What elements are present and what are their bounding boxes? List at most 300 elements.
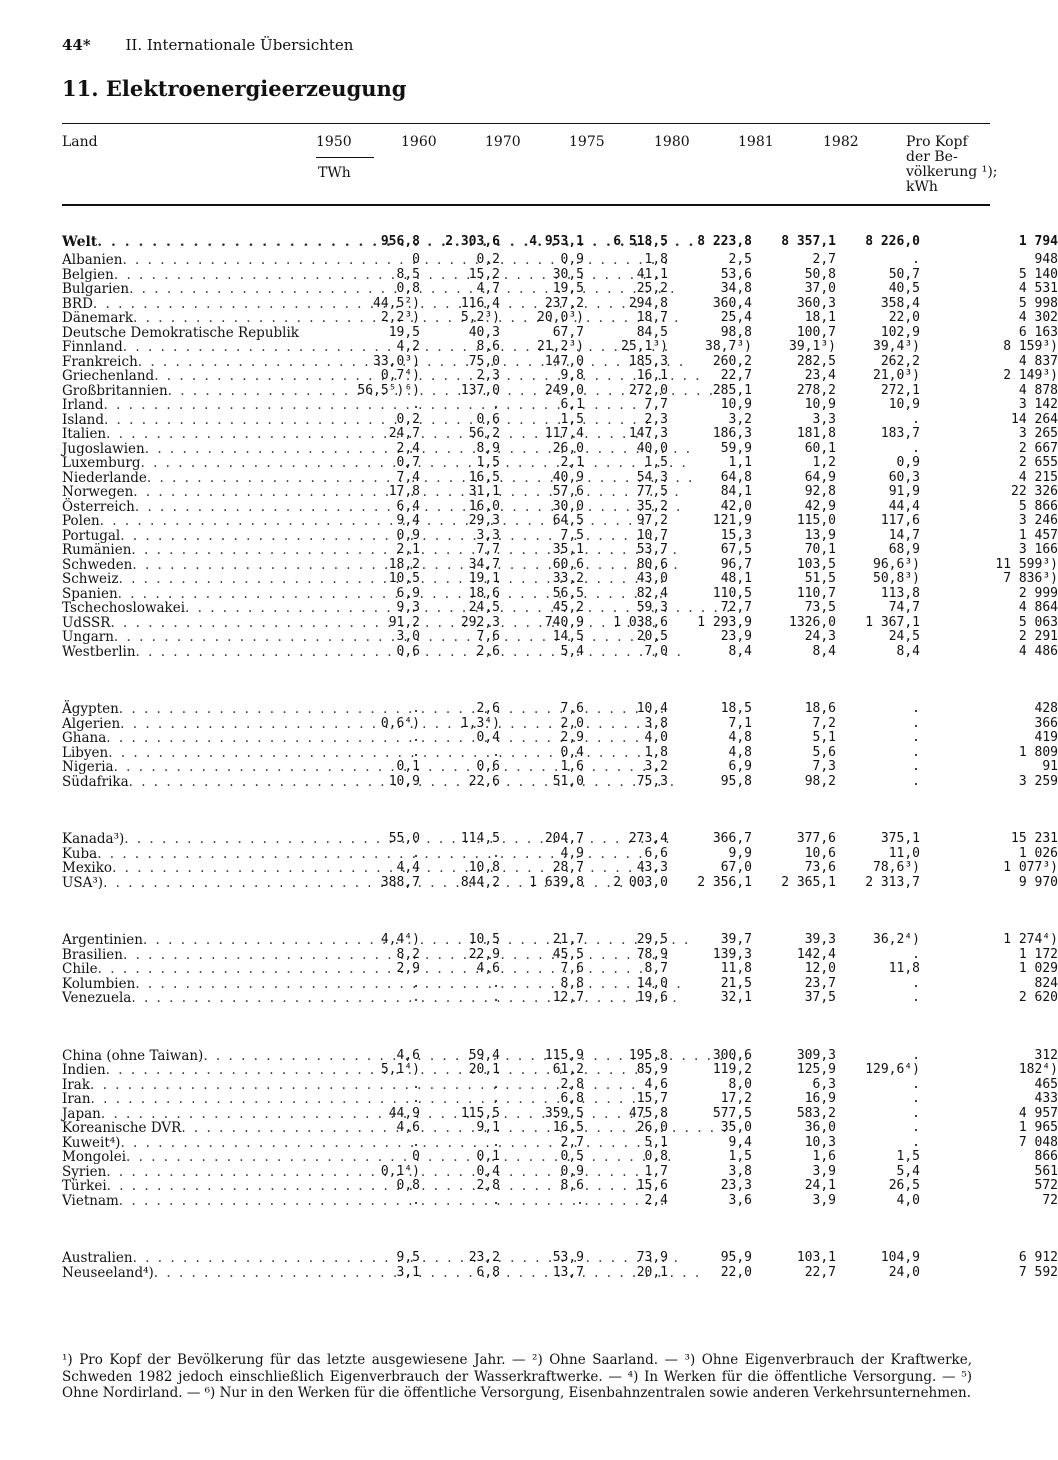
value-cell: 6 518,5 [613, 234, 668, 249]
per-capita-cell: 3 166 [1018, 542, 1058, 557]
table-row [62, 471, 1058, 486]
country-name: Nigeria [62, 759, 114, 775]
value-cell: 16,5 [552, 1120, 584, 1135]
table-row [62, 1078, 1058, 1093]
header-year: 1950 [316, 134, 352, 150]
value-cell: 388,7 [380, 874, 420, 890]
country-cell [62, 572, 300, 587]
value-cell: 22,7 [804, 1264, 836, 1280]
value-cell: 0,4 [476, 1163, 500, 1179]
per-capita-cell: 3 265 [1018, 426, 1058, 441]
value-cell: 36,0 [804, 1120, 836, 1135]
value-cell: 70,1 [804, 542, 836, 557]
value-cell: 19,5 [388, 324, 420, 340]
value-cell: 24,0 [888, 1264, 920, 1280]
value-cell: 91,2 [388, 614, 420, 630]
leader-dots [131, 991, 678, 1006]
value-cell: 59,9 [720, 440, 752, 456]
value-cell: 8 223,8 [697, 234, 752, 249]
per-capita-cell: 1 029 [1018, 961, 1058, 976]
value-cell: 51,5 [804, 571, 836, 586]
energy-table [62, 231, 1058, 1280]
value-cell: 273,4 [628, 831, 668, 846]
value-cell: . [912, 744, 920, 760]
value-cell: 6,9 [728, 759, 752, 774]
value-cell: . [492, 744, 500, 760]
value-cell: . [492, 1076, 500, 1092]
country-cell [62, 231, 300, 253]
per-capita-cell: 2 999 [1018, 585, 1058, 601]
country-cell [62, 1251, 300, 1266]
value-cell: . [492, 397, 500, 412]
value-cell: 18,6 [804, 701, 836, 716]
value-cell: 16,1 [636, 368, 668, 383]
table-row [62, 645, 1058, 660]
value-cell: 37,0 [804, 281, 836, 296]
value-cell: 7,6 [476, 629, 500, 644]
value-cell: 583,2 [796, 1105, 836, 1121]
value-cell: 0,7⁴) [380, 368, 420, 383]
value-cell: 0,1⁴) [380, 1163, 420, 1179]
per-capita-cell: 11 599³) [995, 556, 1058, 572]
value-cell: 10,4 [636, 701, 668, 716]
value-cell: 0 [412, 252, 420, 267]
value-cell: 5,1⁴) [380, 1062, 420, 1077]
value-cell: 98,2 [804, 773, 836, 789]
value-cell: 181,8 [796, 426, 836, 441]
value-cell: 0,4 [476, 730, 500, 745]
country-cell [62, 282, 300, 297]
value-cell: 45,5 [552, 946, 584, 962]
value-cell: 7,6 [560, 961, 584, 976]
value-cell: 78,6³) [873, 860, 920, 875]
value-cell: 0,9 [560, 252, 584, 267]
value-cell: 25,1³) [621, 339, 668, 354]
per-capita-cell: 22 326 [1011, 484, 1058, 499]
header-top-rule [62, 123, 990, 124]
value-cell: 18,7 [636, 310, 668, 325]
table-row [62, 587, 1058, 602]
value-cell: 9,3 [396, 600, 420, 615]
value-cell: 0 [412, 1149, 420, 1164]
country-name: Island [62, 411, 104, 428]
per-capita-cell: 433 [1034, 1091, 1058, 1106]
value-cell: 23,3 [720, 1178, 752, 1193]
value-cell: 4,0 [896, 1192, 920, 1208]
table-row [62, 832, 1058, 847]
value-cell: 22,0 [720, 1264, 752, 1280]
country-name: Frankreich [62, 353, 138, 370]
per-capita-cell: 572 [1034, 1178, 1058, 1193]
value-cell: 366,7 [712, 831, 752, 846]
value-cell: 10,5 [468, 932, 500, 947]
table-row [62, 1179, 1058, 1194]
value-cell: 360,4 [712, 295, 752, 311]
value-cell: 3,8 [644, 715, 668, 731]
value-cell: 68,9 [888, 542, 920, 557]
value-cell: . [492, 1134, 500, 1150]
value-cell: . [412, 1091, 420, 1106]
value-cell: 260,2 [712, 353, 752, 369]
country-name: Finnland [62, 339, 123, 355]
value-cell: 45,2 [552, 600, 584, 615]
per-capita-cell: 182⁴) [1018, 1062, 1058, 1077]
table-row [62, 297, 1058, 312]
value-cell: 117,6 [880, 513, 920, 528]
value-cell: 2,8 [476, 1178, 500, 1193]
value-cell: 74,7 [888, 600, 920, 615]
value-cell: 15,7 [636, 1091, 668, 1106]
value-cell: 1 639,8 [529, 874, 584, 890]
value-cell: . [492, 1091, 500, 1106]
value-cell: 19,1 [468, 571, 500, 586]
group-spacer [62, 789, 1058, 832]
value-cell: 2,1 [396, 542, 420, 557]
table-row [62, 500, 1058, 515]
table-row [62, 991, 1058, 1006]
value-cell: . [912, 1076, 920, 1092]
country-cell [62, 1194, 300, 1209]
value-cell: 7,6 [560, 701, 584, 716]
header-year: 1981 [738, 134, 774, 150]
value-cell: 359,5 [544, 1105, 584, 1121]
country-name: Dänemark [62, 310, 134, 326]
country-name: BRD [62, 295, 93, 312]
value-cell: 4,8 [728, 744, 752, 760]
value-cell: 73,9 [636, 1250, 668, 1265]
value-cell: 8,4 [728, 643, 752, 659]
value-cell: 96,7 [720, 556, 752, 572]
country-name: Jugoslawien [62, 440, 145, 457]
value-cell: 8,4 [896, 643, 920, 659]
country-name: Kuba [62, 845, 98, 862]
value-cell: 67,5 [720, 542, 752, 557]
value-cell: 0,4 [560, 744, 584, 760]
table-row [62, 485, 1058, 500]
value-cell: . [912, 440, 920, 456]
value-cell: . [912, 1134, 920, 1150]
value-cell: 0,6 [476, 411, 500, 427]
table-row [62, 760, 1058, 775]
country-cell [62, 1179, 300, 1194]
value-cell: 56,5 [552, 585, 584, 601]
country-cell [62, 1107, 300, 1122]
table-row [62, 442, 1058, 457]
country-cell [62, 645, 300, 660]
value-cell: 23,2 [468, 1250, 500, 1265]
country-cell [62, 832, 300, 847]
per-capita-cell: 7 836³) [1003, 571, 1058, 586]
per-capita-cell: 1 026 [1018, 845, 1058, 861]
country-name: Großbritannien [62, 382, 168, 399]
country-name: Venezuela [62, 990, 132, 1006]
table-row [62, 1150, 1058, 1165]
value-cell: 6,8 [476, 1264, 500, 1280]
value-cell: 185,3 [628, 353, 668, 369]
value-cell: 53,7 [636, 542, 668, 557]
country-cell [62, 948, 300, 963]
country-cell [62, 876, 300, 891]
country-cell [62, 991, 300, 1006]
per-capita-cell: 4 864 [1018, 600, 1058, 615]
country-cell [62, 427, 300, 442]
per-capita-cell: 5 140 [1018, 266, 1058, 282]
value-cell: 3,8 [728, 1163, 752, 1179]
country-name: Mongolei [62, 1149, 127, 1165]
table-row [62, 268, 1058, 283]
value-cell: 1,8 [644, 252, 668, 267]
table-row [62, 340, 1058, 355]
value-cell: 292,3 [460, 614, 500, 630]
table-row [62, 731, 1058, 746]
value-cell: 1 293,9 [697, 614, 752, 630]
header-bottom-rule [62, 204, 990, 206]
country-name: Chile [62, 961, 98, 977]
value-cell: 54,3 [636, 469, 668, 485]
value-cell: 1,5 [644, 455, 668, 470]
value-cell: 43,0 [636, 571, 668, 586]
value-cell: 4 953,1 [529, 234, 584, 249]
value-cell: . [412, 990, 420, 1005]
table-row [62, 398, 1058, 413]
country-cell [62, 933, 300, 948]
per-capita-cell: 1 457 [1018, 527, 1058, 543]
country-name: Mexiko [62, 860, 113, 876]
value-cell: 1,6 [560, 759, 584, 774]
per-capita-cell: 4 302 [1018, 310, 1058, 325]
country-name: Portugal [62, 527, 121, 544]
per-capita-cell: 824 [1034, 975, 1058, 991]
value-cell: 21,7 [552, 932, 584, 947]
table-row [62, 962, 1058, 977]
per-capita-cell: 4 878 [1018, 382, 1058, 398]
value-cell: 186,3 [712, 426, 752, 441]
value-cell: 10,9 [720, 397, 752, 412]
value-cell: . [412, 1076, 420, 1092]
value-cell: 139,3 [712, 946, 752, 962]
table-row [62, 231, 1058, 253]
value-cell: 60,3 [888, 469, 920, 485]
country-name: Schweiz [62, 571, 119, 587]
group-spacer [62, 1208, 1058, 1251]
value-cell: 56,2 [468, 426, 500, 441]
per-capita-cell: 91 [1042, 759, 1058, 774]
value-cell: 3,2 [644, 759, 668, 774]
value-cell: . [912, 715, 920, 731]
value-cell: 42,0 [720, 498, 752, 514]
value-cell: 39,7 [720, 932, 752, 947]
value-cell: 147,0 [544, 353, 584, 369]
value-cell: 28,7 [552, 860, 584, 875]
value-cell: 10,7 [636, 527, 668, 543]
country-name: Algerien [62, 715, 121, 732]
value-cell: 50,8³) [873, 571, 920, 586]
table-row [62, 253, 1058, 268]
leader-dots [154, 369, 701, 384]
value-cell: 18,2 [388, 556, 420, 572]
value-cell: 102,9 [880, 324, 920, 340]
value-cell: 0,5 [560, 1149, 584, 1164]
value-cell: 40,0 [636, 440, 668, 456]
country-name: Vietnam [62, 1192, 119, 1209]
country-cell [62, 1063, 300, 1078]
country-name: China (ohne Taiwan) [62, 1047, 204, 1064]
country-name: Rumänien [62, 542, 132, 558]
table-title: 11. Elektroenergieerzeugung [62, 76, 407, 101]
per-capita-cell: 948 [1034, 252, 1058, 267]
value-cell: 59,4 [468, 1047, 500, 1063]
country-cell [62, 500, 300, 515]
country-cell [62, 384, 300, 399]
value-cell: . [412, 975, 420, 991]
header-year: 1975 [569, 134, 605, 150]
value-cell: 272,0 [628, 382, 668, 398]
per-capita-cell: 1 077³) [1003, 860, 1058, 875]
country-cell [62, 1136, 300, 1151]
value-cell: 103,1 [796, 1250, 836, 1265]
value-cell: 20,5 [636, 629, 668, 644]
table-row [62, 558, 1058, 573]
value-cell: 115,9 [544, 1047, 584, 1063]
table-row [62, 1251, 1058, 1266]
value-cell: 1 367,1 [865, 614, 920, 630]
value-cell: 14,7 [888, 527, 920, 543]
value-cell: 7,7 [476, 542, 500, 557]
value-cell: 119,2 [712, 1062, 752, 1077]
country-cell [62, 297, 300, 312]
per-capita-cell: 5 063 [1018, 614, 1058, 630]
country-cell [62, 1121, 300, 1136]
table-row [62, 948, 1058, 963]
value-cell: 56,5⁵)⁶) [357, 382, 420, 398]
table-row [62, 1136, 1058, 1151]
value-cell: 85,9 [636, 1062, 668, 1077]
value-cell: 115,0 [796, 513, 836, 528]
country-name: Kolumbien [62, 975, 136, 992]
value-cell: 1,5 [560, 411, 584, 427]
country-name: Tschechoslowakei [62, 600, 186, 616]
table-row [62, 775, 1058, 790]
value-cell: 0,9 [396, 527, 420, 543]
value-cell: 24,5 [888, 629, 920, 644]
value-cell: 282,5 [796, 353, 836, 369]
value-cell: 2 003,0 [613, 874, 668, 890]
leader-dots [91, 1092, 638, 1107]
footnote: ¹) Pro Kopf der Bevölkerung für das letzte ausgewiesene Jahr. — ²) Ohne Saarland. — ³) Ohne Eigenverbrauch der Kraftwerke, Schweden 1982 jedoch einschließlich Eigenverbrauch der Wasserkraftwerke. — ⁴) In Werken für die öffentliche Versorgung. — ⁵) Ohne Nordirland. — ⁶) Nur in den Werken für die öffentliche Versorgung, Eisenbahnzentralen sowie anderen Verkehrsunternehmen. [62, 1352, 972, 1401]
table-row [62, 282, 1058, 297]
country-name: Albanien [62, 252, 123, 268]
country-cell [62, 977, 300, 992]
value-cell: 7,5 [560, 527, 584, 543]
value-cell: 82,4 [636, 585, 668, 601]
value-cell: 98,8 [720, 324, 752, 340]
value-cell: 14,5 [552, 629, 584, 644]
value-cell: 2,3 [476, 368, 500, 383]
country-cell [62, 1150, 300, 1165]
per-capita-cell: 1 965 [1018, 1120, 1058, 1135]
country-name: Neuseeland⁴) [62, 1264, 154, 1281]
leader-dots [119, 1194, 666, 1209]
country-cell [62, 702, 300, 717]
value-cell: 844,2 [460, 874, 500, 890]
value-cell: 309,3 [796, 1047, 836, 1063]
value-cell: 183,7 [880, 426, 920, 441]
country-name: Türkei [62, 1178, 107, 1194]
value-cell: 8,9 [476, 440, 500, 456]
value-cell: 8,5 [396, 266, 420, 282]
value-cell: 1,2 [812, 455, 836, 470]
value-cell: 360,3 [796, 295, 836, 311]
country-name: Syrien [62, 1163, 107, 1180]
country-cell [62, 529, 300, 544]
country-cell [62, 760, 300, 775]
value-cell: 24,5 [468, 600, 500, 615]
per-capita-cell: 2 291 [1018, 629, 1058, 644]
value-cell: 262,2 [880, 353, 920, 369]
country-cell [62, 861, 300, 876]
country-cell [62, 340, 300, 355]
section-title: II. Internationale Übersichten [125, 36, 354, 54]
table-row [62, 1107, 1058, 1122]
value-cell: 358,4 [880, 295, 920, 311]
value-cell: . [912, 990, 920, 1005]
table-row [62, 326, 1058, 341]
value-cell: 8,8 [560, 975, 584, 991]
country-cell [62, 326, 300, 341]
value-cell: 97,2 [636, 513, 668, 528]
country-name: UdSSR [62, 614, 111, 631]
country-name: Iran [62, 1091, 91, 1107]
leader-dots [122, 253, 669, 268]
value-cell: 43,3 [636, 860, 668, 875]
value-cell: 22,7 [720, 368, 752, 383]
value-cell: 2 365,1 [781, 874, 836, 890]
value-cell: 61,2 [552, 1062, 584, 1077]
per-capita-cell: 6 912 [1018, 1250, 1058, 1265]
leader-dots [120, 1136, 667, 1151]
value-cell: 8 357,1 [781, 234, 836, 249]
value-cell: 16,9 [804, 1091, 836, 1106]
value-cell: 0,2 [476, 252, 500, 267]
value-cell: . [492, 845, 500, 861]
value-cell: 6,9 [396, 585, 420, 601]
value-cell: 29,5 [636, 932, 668, 947]
value-cell: 2,6 [476, 643, 500, 659]
per-capita-cell: 4 957 [1018, 1105, 1058, 1121]
value-cell: 3,1 [396, 1264, 420, 1280]
value-cell: 13,9 [804, 527, 836, 543]
country-name: Koreanische DVR [62, 1120, 182, 1136]
value-cell: 204,7 [544, 831, 584, 846]
value-cell: 8 226,0 [865, 234, 920, 249]
per-capita-cell: 14 264 [1011, 411, 1058, 427]
value-cell: 115,5 [460, 1105, 500, 1121]
per-capita-cell: 2 667 [1018, 440, 1058, 456]
header-year: 1970 [485, 134, 521, 150]
per-capita-cell: 366 [1034, 715, 1058, 731]
value-cell: 300,6 [712, 1047, 752, 1063]
country-name: Norwegen [62, 484, 134, 500]
country-cell [62, 616, 300, 631]
value-cell: 2 313,7 [865, 874, 920, 890]
table-row [62, 369, 1058, 384]
table-row [62, 413, 1058, 428]
country-name: Griechenland [62, 368, 155, 384]
per-capita-cell: 4 837 [1018, 353, 1058, 369]
value-cell: 23,7 [804, 975, 836, 991]
value-cell: 0,1 [396, 759, 420, 774]
per-capita-cell: 312 [1034, 1047, 1058, 1063]
